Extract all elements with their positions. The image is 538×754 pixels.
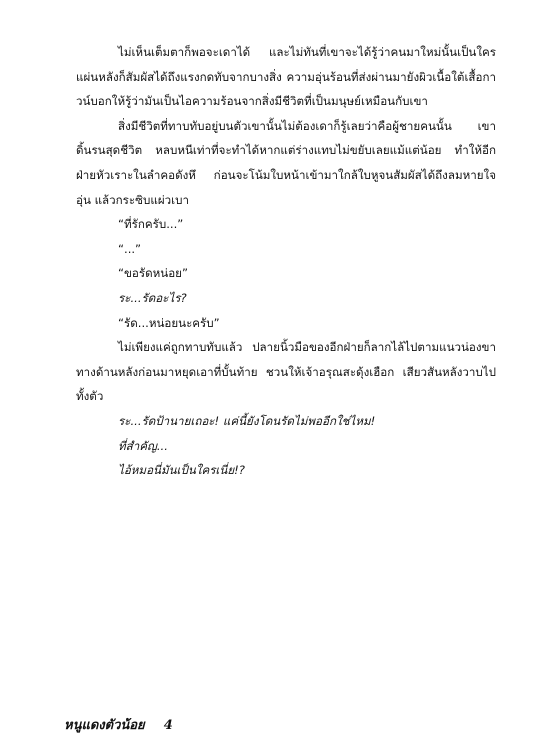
paragraph: ไม่เห็นเต็มตาก็พอจะเดาได้ และไม่ทันที่เขาจะได้รู้ว่าคนมาใหม่นั้นเป็นใคร แผ่นหลังก็สัมผัสได้ถึงแรงกดทับจากบางสิ่ง ความอุ่นร้อนที่ส่งผ่านมายังผิวเนื้อใต้เสื้อกาวน์บอกให้รู้ว่ามันเป็นไอความร้อนจากสิ่งมีชีวิตที่เป็นมนุษย์เหมือนกับเขา xyxy=(76,45,496,109)
page-number: 4 xyxy=(163,718,173,733)
dialogue-line: “รัด...หน่อยนะครับ” xyxy=(118,315,220,330)
paragraph: ไม่เพียงแค่ถูกทาบทับแล้ว ปลายนิ้วมือของอีกฝ่ายก็ลากไล้ไปตามแนวน่องขาทางด้านหลังก่อนมาหยุดเอาที่บั้นท้าย ชวนให้เจ้าอรุณสะดุ้งเฮือก เสียวสันหลังวาบไปทั้งตัว xyxy=(76,340,496,404)
thought-line: ระ...รัดอะไร? xyxy=(118,290,187,305)
thought-line: ระ...รัดป้านายเถอะ! แค่นี้ยังโดนรัดไม่พออีกใช่ไหม! xyxy=(118,413,376,428)
dialogue-line: “ขอรัดหน่อย” xyxy=(118,266,188,281)
book-title: หนูแดงตัวน้อย xyxy=(64,718,145,733)
paragraph: สิ่งมีชีวิตที่ทาบทับอยู่บนตัวเขานั้นไม่ต้องเดาก็รู้เลยว่าคือผู้ชายคนนั้น เขาดิ้นรนสุดชีวิต หลบหนีเท่าที่จะทำได้หากแต่ร่างแทบไม่ขยับเลยแม้แต่น้อย ทำให้อีกฝ่ายหัวเราะในลำคอดังหึ ก่อนจะโน้มใบหน้าเข้ามาใกล้ใบหูจนสัมผัสได้ถึงลมหายใจอุ่น แล้วกระซิบแผ่วเบา xyxy=(76,118,496,207)
thought-line: ที่สำคัญ... xyxy=(118,438,168,453)
dialogue-line: “...” xyxy=(118,241,142,256)
thought-line: ไอ้หมอนี่มันเป็นใครเนี่ย!? xyxy=(118,463,245,478)
page-footer xyxy=(64,714,173,735)
body-text xyxy=(76,40,496,483)
dialogue-line: “ที่รักครับ...” xyxy=(118,217,184,232)
